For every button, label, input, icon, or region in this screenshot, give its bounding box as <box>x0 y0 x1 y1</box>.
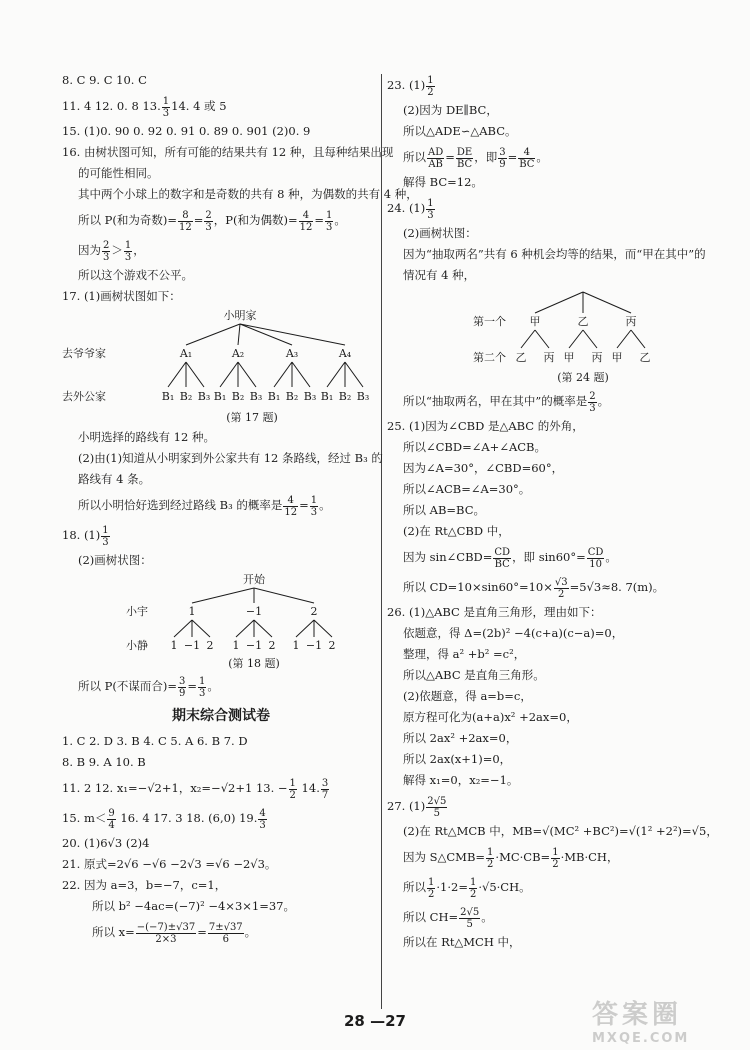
tree-node: 甲 <box>529 315 541 328</box>
answer-line: 15. (1)0. 90 0. 92 0. 91 0. 89 0. 901 (2)0. 9 <box>62 124 311 138</box>
tree-leaf: −1 <box>305 639 323 652</box>
answer-line: 的可能性相同。 <box>78 166 159 180</box>
answer-line: 整理，得 a² +b² =c²， <box>403 647 526 661</box>
answer-line: 小明选择的路线有 12 种。 <box>78 430 215 444</box>
answer-line: 23. (1) $\frac{1}{2}$ <box>387 74 434 98</box>
watermark-logo: 答案圈 MXQE.COM <box>592 1000 690 1046</box>
tree-root: 小明家 <box>223 309 257 322</box>
answer-line: (2)由(1)知道从小明家到外公家共有 12 条路线，经过 B₃ 的 <box>78 451 383 465</box>
answer-line: 20. (1)6√3 (2)4 <box>62 836 150 850</box>
tree-leaf: 乙 <box>515 351 527 364</box>
answer-line: 26. (1)△ABC 是直角三角形，理由如下： <box>387 605 602 619</box>
tree-leaf: B₁ <box>161 390 175 403</box>
answer-line: 所以 2ax² +2ax=0， <box>403 731 518 745</box>
tree-node: A₃ <box>285 347 299 360</box>
tree-node: A₄ <box>338 347 352 360</box>
answer-line: 因为 $\frac{2}{3}$ ＞ $\frac{1}{3}$ ， <box>78 239 145 263</box>
answer-line: 18. (1) $\frac{1}{3}$ <box>62 524 109 548</box>
answer-line: 所以 $\frac{AD}{AB}$ = $\frac{DE}{BC}$ ，即 $\frac{3}{9}$ = $\frac{4}{BC}$ 。 <box>403 146 548 170</box>
tree-leaf: 2 <box>328 639 336 652</box>
tree-leaf: 2 <box>206 639 214 652</box>
answer-line: 所以 P(不谋而合)= $\frac{3}{9}$ = $\frac{1}{3}$ 。 <box>78 675 219 699</box>
answer-line: 所以 $\frac{1}{2}$ ·1·2= $\frac{1}{2}$ ·√5·CH。 <box>403 876 531 900</box>
tree-row-label: 小静 <box>126 639 148 652</box>
tree-node: A₂ <box>231 347 245 360</box>
tree-leaf: B₃ <box>356 390 370 403</box>
answer-line: 依题意，得 Δ=(2b)² −4(c+a)(c−a)=0， <box>403 626 624 640</box>
tree-node: 2 <box>310 605 318 618</box>
answer-line: 所以 CD=10×sin60°=10× $\frac{√3}{2}$ =5√3≈8. 7(m)。 <box>403 576 665 600</box>
answer-line: 其中两个小球上的数字和是奇数的共有 8 种，为偶数的共有 4 种， <box>78 187 418 201</box>
answer-line: 所以这个游戏不公平。 <box>78 268 193 282</box>
answer-line: (2)在 Rt△MCB 中，MB=√(MC² +BC²)=√(1² +2²)=√5， <box>403 824 718 838</box>
answer-line: 所以∠CBD=∠A+∠ACB。 <box>403 440 547 454</box>
tree-leaf: 甲 <box>611 351 623 364</box>
tree-leaf: 1 <box>170 639 178 652</box>
answer-line: 24. (1) $\frac{1}{3}$ <box>387 197 434 221</box>
answer-line: 所以△ADE∽△ABC。 <box>403 124 517 138</box>
tree-node: 乙 <box>577 315 589 328</box>
answer-line: 8. B 9. A 10. B <box>62 755 146 769</box>
answer-line: 所以 AB=BC。 <box>403 503 486 517</box>
answer-line: 所以“抽取两名，甲在其中”的概率是 $\frac{2}{3}$ 。 <box>403 390 610 414</box>
tree-node: 1 <box>188 605 196 618</box>
tree-leaf: B₂ <box>179 390 193 403</box>
tree-leaf: B₁ <box>320 390 334 403</box>
answer-line: 所以 P(和为奇数)= $\frac{8}{12}$ = $\frac{2}{3}$ ，P(和为偶数)= $\frac{4}{12}$ = $\frac{1}{3}$ 。 <box>78 209 346 233</box>
answer-line: 所以△ABC 是直角三角形。 <box>403 668 545 682</box>
answer-line: 15. m＜ $\frac{9}{4}$ 16. 4 17. 3 18. (6,0) 19. $\frac{4}{3}$ <box>62 807 266 831</box>
answer-line: 11. 4 12. 0. 8 13. $\frac{1}{3}$ 14. 4 或 5 <box>62 95 227 119</box>
answer-line: 因为“抽取两名”共有 6 种机会均等的结果，而“甲在其中”的 <box>403 247 706 261</box>
fraction: $\frac{1}{3}$ <box>162 95 170 119</box>
answer-line: 所以 b² −4ac=(−7)² −4×3×1=37。 <box>92 899 295 913</box>
tree-leaf: 乙 <box>639 351 651 364</box>
figure-caption: (第 18 题) <box>228 657 280 670</box>
answer-line: 22. 因为 a=3，b=−7，c=1， <box>62 878 227 892</box>
right-column <box>387 70 727 953</box>
tree-leaf: −1 <box>183 639 201 652</box>
answer-line: 原方程可化为(a+a)x² +2ax=0， <box>403 710 578 724</box>
tree-leaf: B₂ <box>231 390 245 403</box>
answer-line: (2)因为 DE∥BC， <box>403 103 498 117</box>
answer-line: 所以小明恰好选到经过路线 B₃ 的概率是 $\frac{4}{12}$ = $\frac{1}{3}$ 。 <box>78 494 331 518</box>
tree-leaf: −1 <box>245 639 263 652</box>
tree-leaf: 1 <box>232 639 240 652</box>
figure-caption: (第 24 题) <box>557 371 609 384</box>
tree-leaf: B₁ <box>213 390 227 403</box>
answer-line: 所以在 Rt△MCH 中， <box>403 935 521 949</box>
tree-leaf: 丙 <box>591 351 603 364</box>
answer-line: 1. C 2. D 3. B 4. C 5. A 6. B 7. D <box>62 734 248 748</box>
tree-root: 开始 <box>243 573 265 586</box>
tree-row-label: 去爷爷家 <box>62 347 106 360</box>
tree-row-label: 小宇 <box>126 605 148 618</box>
answer-line: 25. (1)因为∠CBD 是△ABC 的外角， <box>387 419 584 433</box>
figure-caption: (第 17 题) <box>226 411 278 424</box>
tree-leaf: 甲 <box>563 351 575 364</box>
answer-line: 因为 sin∠CBD= $\frac{CD}{BC}$ ，即 sin60°= $\frac{CD}{10}$ 。 <box>403 546 617 570</box>
tree-leaf: 1 <box>292 639 300 652</box>
tree-diagram-18 <box>62 571 380 671</box>
section-title: 期末综合测试卷 <box>172 708 270 724</box>
tree-row-label: 第一个 <box>473 315 506 328</box>
tree-row-label: 去外公家 <box>62 390 106 403</box>
answer-line: 所以 x= $\frac{-(-7)\pm√37}{2\times 3}$ = $\frac{7\pm√37}{6}$ 。 <box>92 921 257 945</box>
answer-line: (2)画树状图： <box>403 226 477 240</box>
answer-line: 所以 2ax(x+1)=0， <box>403 752 512 766</box>
tree-leaf: B₃ <box>303 390 317 403</box>
answer-line: (2)依题意，得 a=b=c， <box>403 689 532 703</box>
answer-line: 因为∠A=30°，∠CBD=60°， <box>403 461 564 475</box>
answer-line: 所以∠ACB=∠A=30°。 <box>403 482 531 496</box>
column-divider <box>381 74 382 1009</box>
answer-line: (2)画树状图： <box>78 553 152 567</box>
tree-leaf: B₃ <box>249 390 263 403</box>
tree-node: A₁ <box>179 347 193 360</box>
answer-line: 因为 S△CMB= $\frac{1}{2}$ ·MC·CB= $\frac{1}{2}$ ·MB·CH， <box>403 846 619 870</box>
tree-diagram-17 <box>62 307 380 427</box>
tree-diagram-24 <box>387 286 727 386</box>
answer-line: 8. C 9. C 10. C <box>62 73 147 87</box>
answer-line: 解得 BC=12。 <box>403 175 483 189</box>
answer-line: 情况有 4 种， <box>403 268 476 282</box>
tree-leaf: B₃ <box>197 390 211 403</box>
tree-node: 丙 <box>625 315 637 328</box>
answer-line: 27. (1) $\frac{2√5}{5}$ <box>387 795 447 819</box>
tree-leaf: B₂ <box>338 390 352 403</box>
answer-line: 16. 由树状图可知，所有可能的结果共有 12 种，且每种结果出现 <box>62 145 394 159</box>
answer-line: 路线有 4 条。 <box>78 472 151 486</box>
answer-line: 解得 x₁=0，x₂=−1。 <box>403 773 519 787</box>
tree-leaf: B₂ <box>285 390 299 403</box>
tree-leaf: 丙 <box>543 351 555 364</box>
answer-line: 所以 CH= $\frac{2√5}{5}$ 。 <box>403 906 493 930</box>
tree-leaf: 2 <box>268 639 276 652</box>
answer-line: 17. (1)画树状图如下： <box>62 289 181 303</box>
answer-line: (2)在 Rt△CBD 中， <box>403 524 510 538</box>
answer-line: 21. 原式=2√6 −√6 −2√3 =√6 −2√3。 <box>62 857 277 871</box>
tree-row-label: 第二个 <box>473 351 506 364</box>
tree-node: −1 <box>245 605 263 618</box>
tree-leaf: B₁ <box>267 390 281 403</box>
page-number: 28 —27 <box>344 1012 406 1030</box>
answer-line: 11. 2 12. x₁=−√2+1，x₂=−√2+1 13. − $\frac{1}{2}$ 14. $\frac{3}{7}$ <box>62 777 329 801</box>
